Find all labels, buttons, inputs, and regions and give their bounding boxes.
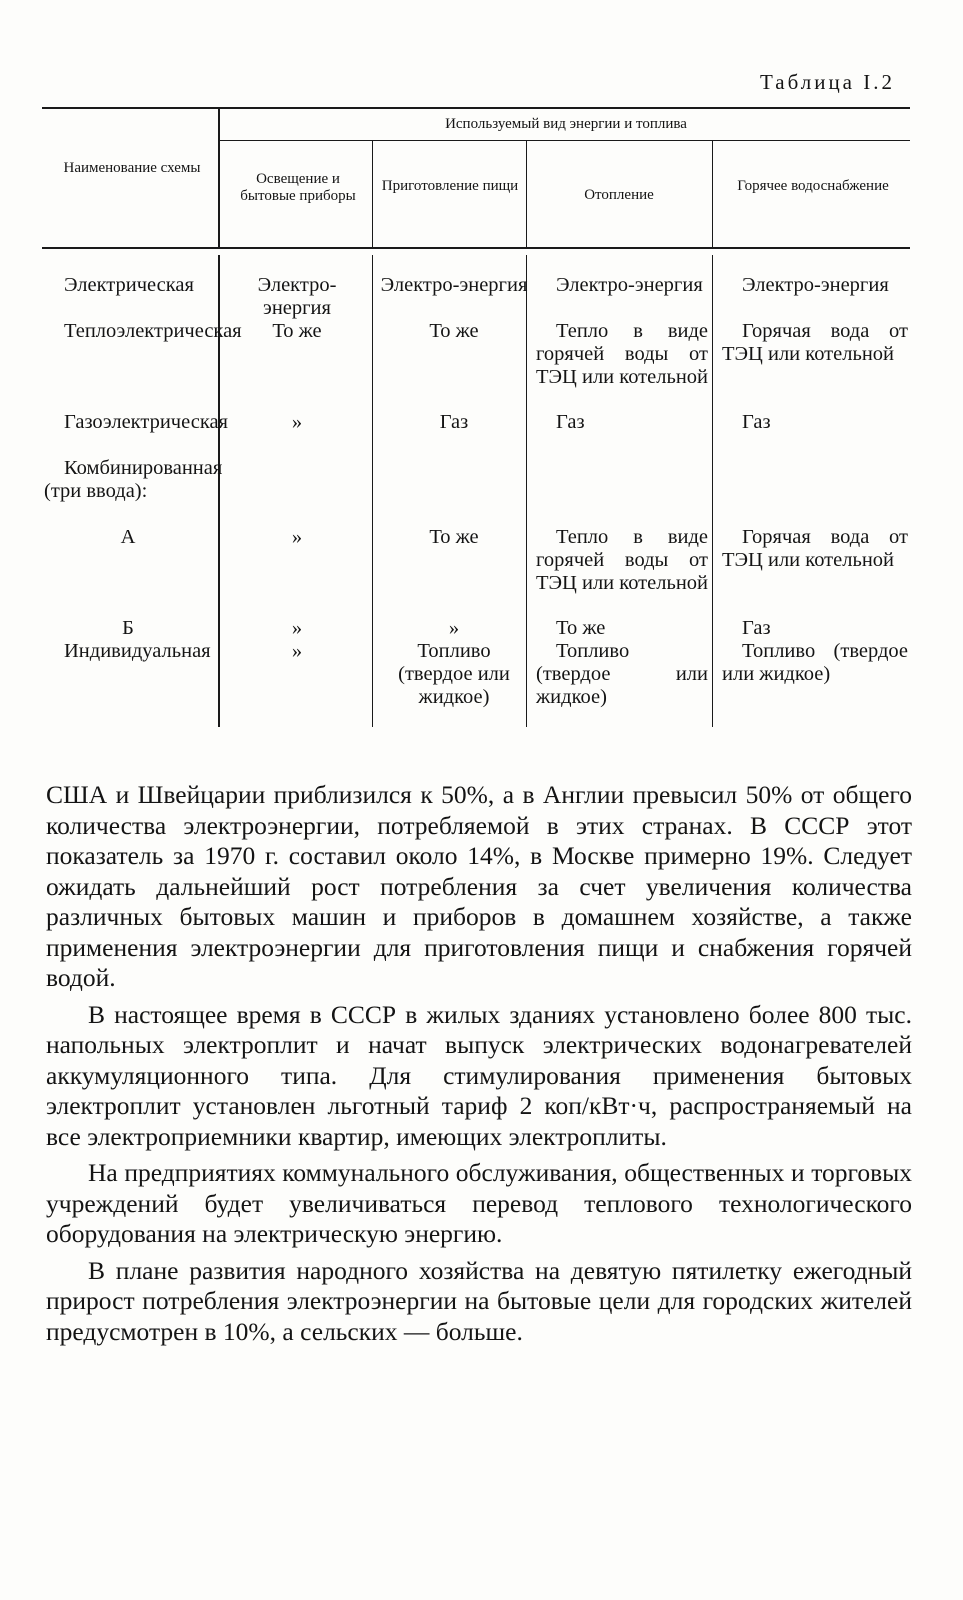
table-top-rule <box>42 107 910 109</box>
table-column-divider <box>218 109 220 247</box>
row-cell-hot-water: Горячая вода от ТЭЦ или котельной <box>722 320 908 365</box>
row-scheme-name: Комбинированная (три ввода): <box>44 457 223 502</box>
row-scheme-name: Индивидуальная <box>64 640 211 662</box>
row-cell-heating: Тепло в виде горячей воды от ТЭЦ или котельной <box>536 320 709 388</box>
table-group-rule <box>220 140 910 141</box>
header-column: Горячее водоснабжение <box>737 178 889 194</box>
header-scheme-name: Наименование схемы <box>63 160 201 176</box>
table-column-divider <box>372 255 373 727</box>
row-cell-heating: То же <box>556 617 606 639</box>
row-cell-hot-water: Электро-энергия <box>742 274 889 296</box>
header-energy-group: Используемый вид энергии и топлива <box>445 116 687 132</box>
row-cell-cooking: Электро-энергия <box>380 274 528 296</box>
row-cell-hot-water: Топливо (твердое или жидкое) <box>722 640 908 685</box>
table-column-divider <box>372 141 373 247</box>
row-cell-heating: Газ <box>556 411 585 433</box>
table-column-divider <box>712 255 713 727</box>
row-cell-lighting: » <box>291 526 303 548</box>
table-column-divider <box>712 141 713 247</box>
paragraph: В плане развития народного хозяйства на девятую пятилетку ежегодный прирост потребления электроэнергии на бытовые цели для городских жителей предусмотрен в 10%, а сельских — больше. <box>46 1255 912 1346</box>
paragraph: США и Швейцарии приблизился к 50%, а в Англии превысил 50% от общего количества электроэнергии, потребляемой в этих странах. В СССР этот показатель за 1970 г. составил около 14%, в Москве примерно 19%. Следует ожидать дальнейший рост потребления за счет увеличения количества различных бытовых машин и приборов в домашнем хозяйстве, а также применения электроэнергии для приготовления пищи и снабжения горячей водой. <box>46 780 912 992</box>
row-cell-hot-water: Газ <box>742 617 771 639</box>
row-scheme-name: Теплоэлектрическая <box>64 320 242 342</box>
row-cell-cooking: Газ <box>439 411 469 433</box>
row-cell-cooking: То же <box>429 526 479 548</box>
row-scheme-name: Электрическая <box>64 274 194 296</box>
paragraph: В настоящее время в СССР в жилых зданиях установлено более 800 тыс. напольных электроплит и начат выпуск электрических водонагревателей аккумуляционного типа. Для стимулирования применения бытовых электроплит установлен льготный тариф 2 коп/кВт·ч, распространяемый на все электроприемники квартир, имеющих электроплиты. <box>46 999 912 1151</box>
row-cell-heating: Топливо (твердое или жидкое) <box>536 640 708 708</box>
row-cell-hot-water: Газ <box>742 411 771 433</box>
row-cell-hot-water: Горячая вода от ТЭЦ или котельной <box>722 526 908 571</box>
row-cell-lighting: То же <box>272 320 322 342</box>
row-cell-lighting: Электро-энергия <box>257 274 337 319</box>
schemes-table <box>42 107 910 743</box>
header-column: Отопление <box>584 187 654 203</box>
header-column: Приготовление пищи <box>381 178 519 194</box>
paragraph: На предприятиях коммунального обслуживания, общественных и торговых учреждений будет увеличиваться перевод теплового технологического оборудования на электрическую энергию. <box>46 1158 912 1248</box>
row-scheme-name: Газоэлектрическая <box>64 411 228 433</box>
body-text <box>46 780 912 1353</box>
table-column-divider <box>526 141 527 247</box>
row-cell-lighting: » <box>291 640 303 662</box>
table-caption: Таблица I.2 <box>759 70 895 94</box>
row-cell-heating: Тепло в виде горячей воды от ТЭЦ или котельной <box>536 526 709 594</box>
row-cell-lighting: » <box>291 411 303 433</box>
table-header-rule <box>42 247 910 249</box>
row-cell-cooking: То же <box>429 320 479 342</box>
row-scheme-name: Б <box>122 617 134 639</box>
row-cell-heating: Электро-энергия <box>556 274 703 296</box>
row-cell-lighting: » <box>291 617 303 639</box>
row-cell-cooking: Топливо (твердое или жидкое) <box>398 640 510 708</box>
row-cell-cooking: » <box>448 617 460 639</box>
header-column: Освещение и бытовые приборы <box>240 171 356 204</box>
row-scheme-name: А <box>120 526 136 548</box>
